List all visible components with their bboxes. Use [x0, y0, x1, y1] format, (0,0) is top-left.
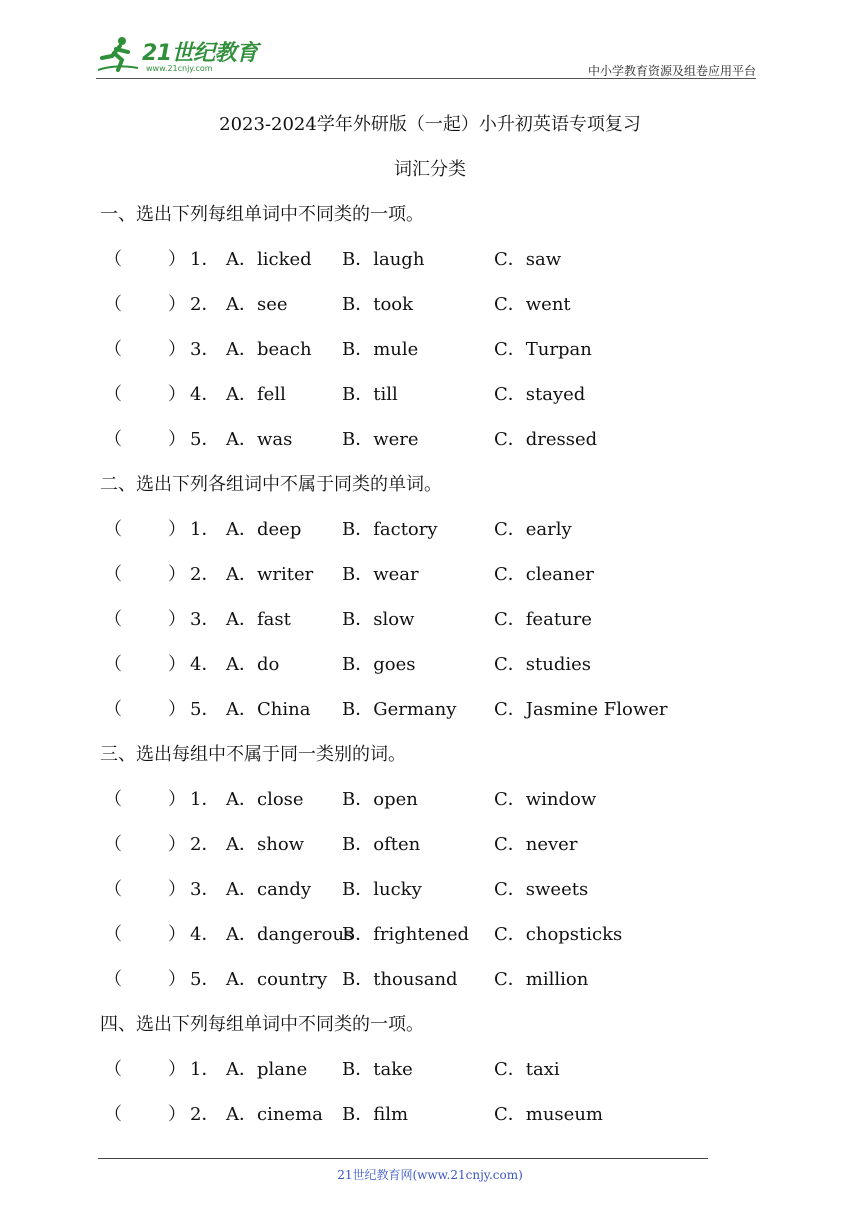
- question-row: [104, 875, 744, 899]
- logo-url: www.21cnjy.com: [146, 64, 213, 73]
- question-row: [104, 785, 744, 809]
- section-heading: 二、选出下列各组词中不属于同类的单词。: [100, 474, 442, 495]
- option-a: A．licked: [226, 249, 312, 270]
- question-number: 1．: [190, 519, 220, 540]
- question-row: [104, 830, 744, 854]
- option-b: B．Germany: [342, 699, 457, 720]
- answer-blank-close: ）: [168, 1059, 186, 1080]
- page-subtitle: 词汇分类: [394, 159, 466, 180]
- answer-blank-close: ）: [168, 1104, 186, 1125]
- option-c: C．dressed: [494, 429, 598, 450]
- option-b: B．wear: [342, 564, 419, 585]
- answer-blank-open: （: [104, 1059, 122, 1080]
- question-number: 4．: [190, 654, 220, 675]
- question-row: [104, 380, 744, 404]
- header-divider: [96, 78, 756, 79]
- question-number: 1．: [190, 789, 220, 810]
- question-row: [104, 1100, 744, 1124]
- section-heading: 三、选出每组中不属于同一类别的词。: [100, 744, 406, 765]
- question-row: [104, 965, 744, 989]
- option-b: B．slow: [342, 609, 415, 630]
- answer-blank-open: （: [104, 294, 122, 315]
- answer-blank-open: （: [104, 654, 122, 675]
- page-title: 2023-2024学年外研版（一起）小升初英语专项复习: [219, 114, 641, 135]
- option-c: C．million: [494, 969, 589, 990]
- option-a: A．was: [226, 429, 293, 450]
- option-a: A．beach: [226, 339, 312, 360]
- answer-blank-close: ）: [168, 519, 186, 540]
- option-a: A．dangerous: [226, 924, 354, 945]
- answer-blank-open: （: [104, 609, 122, 630]
- question-number: 3．: [190, 339, 220, 360]
- question-number: 1．: [190, 249, 220, 270]
- question-number: 3．: [190, 609, 220, 630]
- question-row: [104, 425, 744, 449]
- footer-text: 21世纪教育网(www.21cnjy.com): [337, 1168, 523, 1182]
- option-a: A．fell: [226, 384, 286, 405]
- question-row: [104, 290, 744, 314]
- logo-text: 21世纪教育: [142, 41, 258, 66]
- answer-blank-close: ）: [168, 699, 186, 720]
- answer-blank-open: （: [104, 339, 122, 360]
- answer-blank-close: ）: [168, 249, 186, 270]
- section-heading: 四、选出下列每组单词中不同类的一项。: [100, 1014, 424, 1035]
- option-b: B．frightened: [342, 924, 470, 945]
- option-c: C．feature: [494, 609, 592, 630]
- question-number: 3．: [190, 879, 220, 900]
- option-a: A．fast: [226, 609, 291, 630]
- option-c: C．stayed: [494, 384, 586, 405]
- question-row: [104, 605, 744, 629]
- answer-blank-close: ）: [168, 384, 186, 405]
- answer-blank-close: ）: [168, 924, 186, 945]
- option-c: C．early: [494, 519, 572, 540]
- question-row: [104, 335, 744, 359]
- answer-blank-open: （: [104, 834, 122, 855]
- question-number: 5．: [190, 969, 220, 990]
- option-c: C．window: [494, 789, 597, 810]
- option-a: A．China: [226, 699, 311, 720]
- question-number: 1．: [190, 1059, 220, 1080]
- question-row: [104, 1055, 744, 1079]
- site-logo: [96, 34, 266, 74]
- platform-name: 中小学教育资源及组卷应用平台: [587, 64, 756, 78]
- option-a: A．see: [226, 294, 288, 315]
- answer-blank-close: ）: [168, 564, 186, 585]
- answer-blank-open: （: [104, 969, 122, 990]
- answer-blank-open: （: [104, 879, 122, 900]
- option-b: B．factory: [342, 519, 438, 540]
- runner-icon: [96, 34, 140, 74]
- question-row: [104, 650, 744, 674]
- question-row: [104, 920, 744, 944]
- option-b: B．thousand: [342, 969, 458, 990]
- answer-blank-close: ）: [168, 879, 186, 900]
- option-b: B．lucky: [342, 879, 422, 900]
- option-c: C．chopsticks: [494, 924, 623, 945]
- option-b: B．often: [342, 834, 421, 855]
- option-a: A．do: [226, 654, 280, 675]
- answer-blank-open: （: [104, 564, 122, 585]
- question-number: 5．: [190, 699, 220, 720]
- option-c: C．museum: [494, 1104, 603, 1125]
- answer-blank-close: ）: [168, 654, 186, 675]
- option-a: A．deep: [226, 519, 302, 540]
- option-a: A．country: [226, 969, 328, 990]
- question-number: 2．: [190, 1104, 220, 1125]
- answer-blank-close: ）: [168, 609, 186, 630]
- option-b: B．take: [342, 1059, 413, 1080]
- answer-blank-open: （: [104, 924, 122, 945]
- page-header: [96, 30, 756, 80]
- footer-divider: [98, 1158, 708, 1159]
- question-number: 2．: [190, 834, 220, 855]
- option-b: B．took: [342, 294, 414, 315]
- question-number: 2．: [190, 294, 220, 315]
- option-c: C．never: [494, 834, 578, 855]
- answer-blank-close: ）: [168, 339, 186, 360]
- option-c: C．Jasmine Flower: [494, 699, 668, 720]
- option-b: B．open: [342, 789, 418, 810]
- option-c: C．taxi: [494, 1059, 560, 1080]
- question-row: [104, 560, 744, 584]
- answer-blank-close: ）: [168, 429, 186, 450]
- option-c: C．saw: [494, 249, 562, 270]
- question-row: [104, 515, 744, 539]
- question-row: [104, 245, 744, 269]
- answer-blank-open: （: [104, 429, 122, 450]
- section-heading: 一、选出下列每组单词中不同类的一项。: [100, 204, 424, 225]
- option-b: B．laugh: [342, 249, 425, 270]
- question-row: [104, 695, 744, 719]
- question-number: 2．: [190, 564, 220, 585]
- option-b: B．till: [342, 384, 398, 405]
- answer-blank-open: （: [104, 249, 122, 270]
- answer-blank-open: （: [104, 384, 122, 405]
- answer-blank-open: （: [104, 1104, 122, 1125]
- answer-blank-open: （: [104, 789, 122, 810]
- question-number: 4．: [190, 384, 220, 405]
- answer-blank-close: ）: [168, 294, 186, 315]
- option-a: A．candy: [226, 879, 312, 900]
- answer-blank-open: （: [104, 699, 122, 720]
- answer-blank-close: ）: [168, 969, 186, 990]
- option-a: A．cinema: [226, 1104, 323, 1125]
- answer-blank-close: ）: [168, 789, 186, 810]
- option-c: C．went: [494, 294, 571, 315]
- question-number: 4．: [190, 924, 220, 945]
- option-a: A．writer: [226, 564, 314, 585]
- option-b: B．mule: [342, 339, 419, 360]
- option-a: A．show: [226, 834, 305, 855]
- option-b: B．film: [342, 1104, 409, 1125]
- option-c: C．studies: [494, 654, 592, 675]
- option-c: C．cleaner: [494, 564, 594, 585]
- option-a: A．plane: [226, 1059, 308, 1080]
- option-c: C．sweets: [494, 879, 589, 900]
- option-b: B．were: [342, 429, 419, 450]
- answer-blank-close: ）: [168, 834, 186, 855]
- question-number: 5．: [190, 429, 220, 450]
- answer-blank-open: （: [104, 519, 122, 540]
- option-a: A．close: [226, 789, 304, 810]
- option-c: C．Turpan: [494, 339, 592, 360]
- option-b: B．goes: [342, 654, 416, 675]
